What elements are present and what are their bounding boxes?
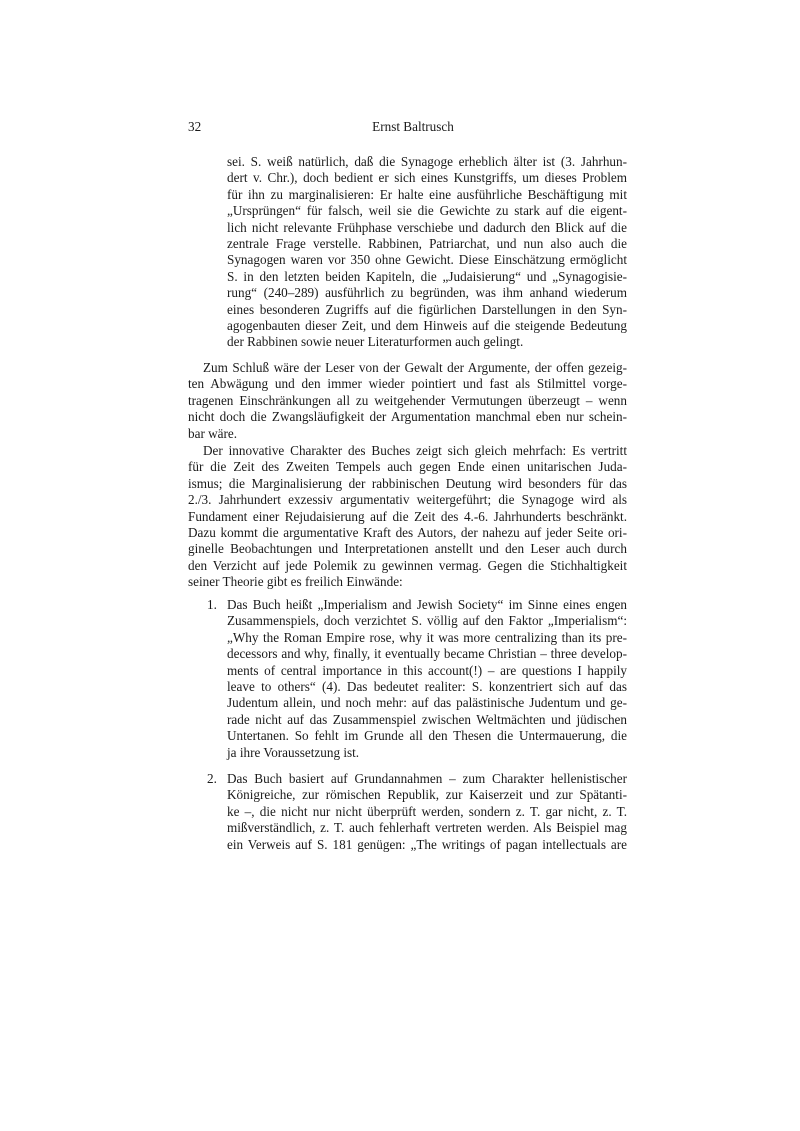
text-line: agogenbauten dieser Zeit, und dem Hinweis auf die steigende Bedeutung (227, 317, 627, 333)
text-line: der Rabbinen sowie neuer Literaturformen auch gelingt. (227, 334, 524, 350)
text-line: für die Zeit des Zweiten Tempels auch gegen Ende einen unitarischen Juda- (188, 459, 627, 475)
text-line: ja ihre Voraussetzung ist. (227, 744, 360, 760)
text-line: tragenen Einschränkungen all zu weitgehender Vermutungen überzeugt – wenn (188, 392, 627, 408)
text-line: Königreiche, zur römischen Republik, zur Kaiserzeit und zur Spätanti- (227, 787, 627, 803)
text-line: sei. S. weiß natürlich, daß die Synagoge erheblich älter ist (3. Jahrhun- (227, 154, 627, 169)
text-line: ke –, die nicht nur nicht überprüft werden, sondern z. T. gar nicht, z. T. (227, 803, 627, 819)
text-line: dert v. Chr.), doch bedient er sich eines Kunstgriffs, um dieses Problem (227, 170, 627, 186)
text-line: nicht doch die Zwangsläufigkeit der Argumentation manchmal eben nur schein- (188, 409, 627, 425)
text-line: bar wäre. (188, 425, 238, 441)
text-line: leave to others“ (4). Das bedeutet realiter: S. konzentriert sich auf das (227, 678, 627, 694)
text-line: eines besonderen Zugriffs auf die figürlichen Darstellungen in den Syn- (227, 301, 627, 317)
text-line: „Why the Roman Empire rose, why it was more centralizing than its pre- (227, 629, 627, 645)
text-line: Fundament einer Rejudaisierung auf die Zeit des 4.-6. Jahrhunderts beschränkt. (188, 508, 627, 524)
text-line: ginelle Beobachtungen und Interpretationen anstellt und den Leser auch durch (188, 541, 627, 557)
running-title: Ernst Baltrusch (372, 119, 454, 134)
paragraph (188, 443, 627, 591)
page-number: 32 (188, 119, 202, 134)
text-line: ein Verweis auf S. 181 genügen: „The writings of pagan intellectuals are (227, 836, 627, 852)
text-line: Untertanen. So fehlt im Grunde all den Thesen die Untermauerung, die (227, 728, 627, 744)
text-line: Das Buch heißt „Imperialism and Jewish Society“ im Sinne eines engen (227, 597, 627, 612)
text-line: den Verzicht auf jede Polemik zu gewinnen vermag. Gegen die Stichhaltigkeit (188, 557, 627, 573)
list-number: 1. (207, 597, 217, 612)
text-line: Judentum allein, und noch mehr: auf das palästinische Judentum und ge- (227, 695, 627, 711)
quote-block (227, 154, 627, 351)
text-line: ments of central importance in this account(!) – are questions I happily (227, 662, 627, 678)
text-line: rade nicht auf das Zusammenspiel zwischen Weltmächten und jüdischen (227, 711, 627, 727)
paragraph (188, 360, 627, 442)
text-line: seiner Theorie gibt es freilich Einwände: (188, 574, 403, 590)
text-line: rung“ (240–289) ausführlich zu begründen, was ihm anhand wiederum (227, 285, 627, 301)
text-line: Der innovative Charakter des Buches zeigt sich gleich mehrfach: Es vertritt (203, 443, 627, 458)
text-line: Dazu kommt die argumentative Kraft des Autors, der nahezu auf jeder Seite ori- (188, 524, 627, 540)
text-line: Synagogen waren vor 350 ohne Gewicht. Diese Einschätzung ermöglicht (227, 252, 627, 268)
text-line: Das Buch basiert auf Grundannahmen – zum Charakter hellenistischer (227, 771, 627, 786)
list-item (227, 771, 627, 853)
text-line: zentrale Frage verstelle. Rabbinen, Patriarchat, und nun also auch die (227, 235, 627, 251)
text-line: Zusammenspiels, doch verzichtet S. völlig auf den Faktor „Imperialism“: (227, 613, 627, 629)
list-item (227, 597, 627, 761)
list-number: 2. (207, 771, 217, 786)
text-line: ismus; die Marginalisierung der rabbinischen Deutung wird besonders für das (188, 475, 627, 491)
text-line: ten Abwägung und den immer wieder pointiert und fast als Stilmittel vorge- (188, 376, 627, 392)
text-line: lich nicht relevante Frühphase verschiebe und dadurch den Blick auf die (227, 219, 627, 235)
text-line: decessors and why, finally, it eventually became Christian – three develop- (227, 646, 627, 662)
text-line: Zum Schluß wäre der Leser von der Gewalt der Argumente, der offen gezeig- (203, 360, 627, 375)
text-line: S. in den letzten beiden Kapiteln, die „Judaisierung“ und „Synagogisie- (227, 268, 627, 284)
text-line: mißverständlich, z. T. auch fehlerhaft vertreten werden. Als Beispiel mag (227, 820, 627, 836)
text-line: 2./3. Jahrhundert exzessiv argumentativ weitergeführt; die Synagoge wird als (188, 492, 627, 508)
text-line: „Ursprüngen“ für falsch, weil sie die Gewichte zu stark auf die eigent- (227, 203, 627, 219)
text-line: für ihn zu marginalisieren: Er halte eine ausführliche Beschäftigung mit (227, 186, 627, 202)
